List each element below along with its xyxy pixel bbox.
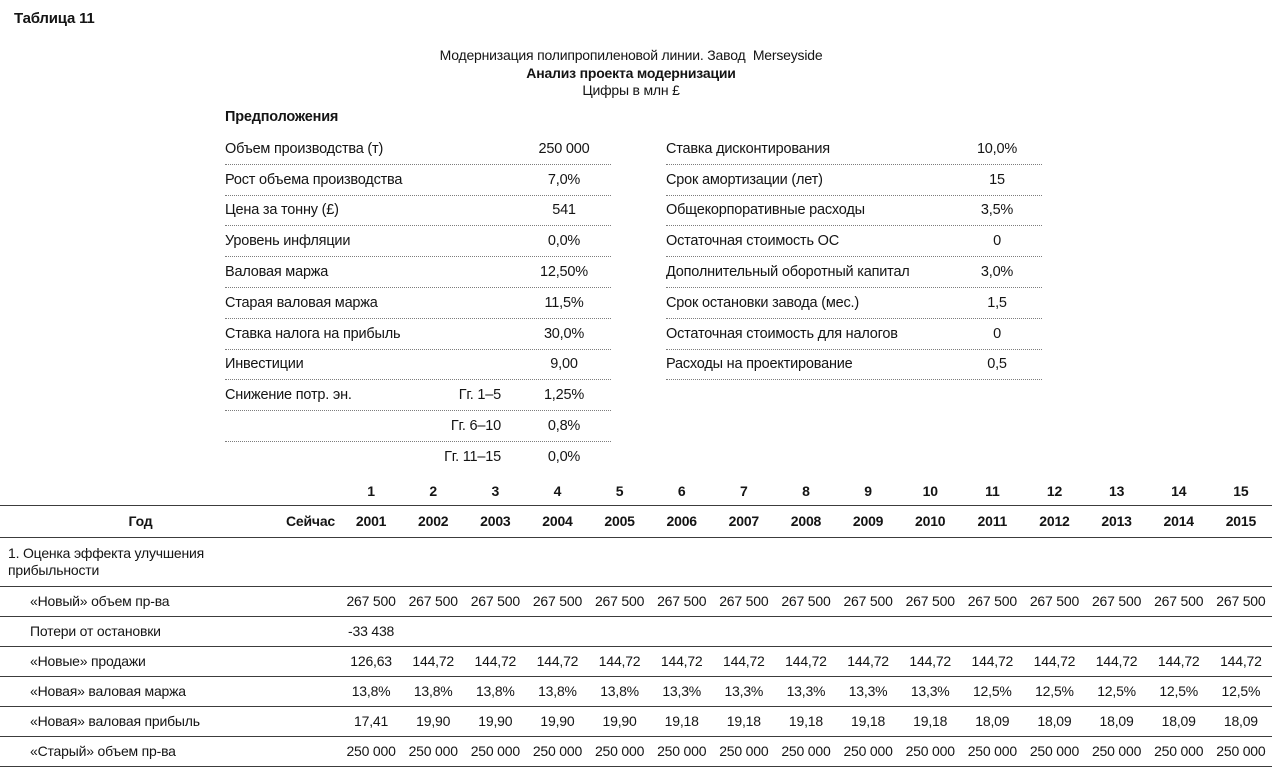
- assumptions-columns: [225, 134, 1042, 473]
- value-cell: 13,8%: [340, 676, 402, 706]
- assumption-row: [666, 134, 1042, 165]
- value-cell: 267 500: [589, 586, 651, 616]
- assumption-value: 7,0%: [547, 171, 581, 188]
- year-cell: 2003: [464, 505, 526, 537]
- value-cell: 250 000: [651, 736, 713, 766]
- assumptions-right-column: [666, 134, 1042, 380]
- assumption-row: [225, 134, 611, 165]
- assumption-value: 30,0%: [543, 325, 585, 342]
- assumption-row: [666, 165, 1042, 196]
- assumption-label: Объем производства (т): [225, 140, 384, 157]
- document-title-block: [0, 47, 1262, 100]
- assumption-value: 11,5%: [544, 294, 584, 311]
- empty-cell: [0, 478, 281, 505]
- assumption-label: Инвестиции: [225, 356, 304, 373]
- value-cell: 12,5%: [1148, 676, 1210, 706]
- year-header-label: Год: [0, 505, 281, 537]
- section-title-cell: [0, 537, 1272, 586]
- value-cell: 13,3%: [837, 676, 899, 706]
- value-cell: 144,72: [713, 646, 775, 676]
- row-label: «Новая» валовая маржа: [0, 676, 281, 706]
- assumption-row: [225, 288, 611, 319]
- assumption-row: [666, 319, 1042, 350]
- value-cell: [961, 616, 1023, 646]
- assumption-sub-label: Гг. 11–15: [444, 449, 501, 466]
- row-label: «Новая» валовая прибыль: [0, 706, 281, 736]
- table-row: [0, 616, 1272, 646]
- assumptions-left-column: [225, 134, 611, 473]
- period-number-cell: 3: [464, 478, 526, 505]
- assumption-row: [225, 350, 611, 381]
- assumption-label: Ставка налога на прибыль: [225, 325, 401, 342]
- assumption-row: [225, 319, 611, 350]
- row-label: «Новые» продажи: [0, 646, 281, 676]
- value-cell: 144,72: [651, 646, 713, 676]
- value-cell: [713, 616, 775, 646]
- value-cell: 13,3%: [651, 676, 713, 706]
- analysis-table: [0, 478, 1272, 767]
- value-cell: [402, 616, 464, 646]
- value-cell: 250 000: [961, 736, 1023, 766]
- title-line-1: Модернизация полипропиленовой линии. Завод Merseyside: [439, 47, 823, 63]
- year-cell: 2015: [1210, 505, 1272, 537]
- value-cell: 267 500: [961, 586, 1023, 616]
- year-cell: 2014: [1148, 505, 1210, 537]
- value-cell: 250 000: [1086, 736, 1148, 766]
- year-cell: 2006: [651, 505, 713, 537]
- now-value-cell: [281, 736, 340, 766]
- assumption-value: 15: [989, 171, 1005, 188]
- value-cell: 19,18: [837, 706, 899, 736]
- value-cell: 13,3%: [775, 676, 837, 706]
- assumption-row: [666, 350, 1042, 381]
- year-cell: 2007: [713, 505, 775, 537]
- value-cell: [589, 616, 651, 646]
- assumption-label: Срок амортизации (лет): [666, 171, 823, 188]
- value-cell: 19,90: [464, 706, 526, 736]
- year-cell: 2008: [775, 505, 837, 537]
- table-row: [0, 646, 1272, 676]
- assumption-value: 10,0%: [976, 140, 1018, 157]
- row-label: «Старый» объем пр-ва: [0, 736, 281, 766]
- value-cell: 19,90: [526, 706, 588, 736]
- period-number-cell: 11: [961, 478, 1023, 505]
- assumption-label: Старая валовая маржа: [225, 294, 378, 311]
- value-cell: [526, 616, 588, 646]
- value-cell: 144,72: [1023, 646, 1085, 676]
- year-cell: 2002: [402, 505, 464, 537]
- assumption-label: Расходы на проектирование: [666, 356, 853, 373]
- table-row: [0, 676, 1272, 706]
- assumption-row: [666, 288, 1042, 319]
- value-cell: 144,72: [589, 646, 651, 676]
- value-cell: 144,72: [526, 646, 588, 676]
- assumptions-header: Предположения: [225, 109, 339, 125]
- assumption-row: [225, 442, 611, 473]
- assumption-label: Рост объема производства: [225, 171, 403, 188]
- assumption-value: 1,25%: [543, 387, 585, 404]
- year-cell: 2009: [837, 505, 899, 537]
- period-number-cell: 10: [899, 478, 961, 505]
- value-cell: 250 000: [1023, 736, 1085, 766]
- value-cell: 250 000: [1210, 736, 1272, 766]
- value-cell: 144,72: [464, 646, 526, 676]
- value-cell: 267 500: [526, 586, 588, 616]
- value-cell: 18,09: [961, 706, 1023, 736]
- value-cell: 19,18: [899, 706, 961, 736]
- period-number-row: [0, 478, 1272, 505]
- assumption-label: Остаточная стоимость для налогов: [666, 325, 898, 342]
- assumption-value: 541: [552, 202, 576, 219]
- year-header-row: [0, 505, 1272, 537]
- table-row: [0, 706, 1272, 736]
- value-cell: 18,09: [1086, 706, 1148, 736]
- value-cell: 19,90: [589, 706, 651, 736]
- value-cell: 12,5%: [1023, 676, 1085, 706]
- value-cell: 13,8%: [464, 676, 526, 706]
- value-cell: 250 000: [340, 736, 402, 766]
- assumption-label: Ставка дисконтирования: [666, 140, 830, 157]
- year-cell: 2010: [899, 505, 961, 537]
- value-cell: 267 500: [402, 586, 464, 616]
- assumption-label: Снижение потр. эн.: [225, 387, 352, 404]
- value-cell: 144,72: [402, 646, 464, 676]
- value-cell: 144,72: [837, 646, 899, 676]
- assumption-label: Валовая маржа: [225, 264, 329, 281]
- period-number-cell: 8: [775, 478, 837, 505]
- value-cell: 267 500: [899, 586, 961, 616]
- assumption-value: 0,8%: [547, 418, 581, 435]
- assumption-row: [225, 165, 611, 196]
- now-header-label: Сейчас: [281, 505, 340, 537]
- value-cell: 126,63: [340, 646, 402, 676]
- title-line-2: Анализ проекта модернизации: [526, 64, 736, 81]
- now-value-cell: [281, 646, 340, 676]
- value-cell: 144,72: [1148, 646, 1210, 676]
- year-cell: 2012: [1023, 505, 1085, 537]
- assumption-label: Дополнительный оборотный капитал: [666, 264, 910, 281]
- assumption-label: Цена за тонну (£): [225, 202, 339, 219]
- period-number-cell: 12: [1023, 478, 1085, 505]
- value-cell: 18,09: [1023, 706, 1085, 736]
- assumption-value: 250 000: [538, 140, 590, 157]
- value-cell: -33 438: [340, 616, 402, 646]
- period-number-cell: 4: [526, 478, 588, 505]
- value-cell: 12,5%: [961, 676, 1023, 706]
- year-cell: 2011: [961, 505, 1023, 537]
- value-cell: [899, 616, 961, 646]
- value-cell: 267 500: [1086, 586, 1148, 616]
- assumption-value: 0,0%: [547, 233, 581, 250]
- title-line-3: Цифры в млн £: [582, 82, 680, 98]
- value-cell: 13,8%: [589, 676, 651, 706]
- period-number-cell: 6: [651, 478, 713, 505]
- now-value-cell: [281, 706, 340, 736]
- assumption-value: 0,5: [987, 356, 1007, 373]
- value-cell: 250 000: [775, 736, 837, 766]
- value-cell: [1023, 616, 1085, 646]
- period-number-cell: 14: [1148, 478, 1210, 505]
- assumption-row: [225, 226, 611, 257]
- assumption-sub-label: Гг. 1–5: [458, 387, 501, 404]
- value-cell: 267 500: [775, 586, 837, 616]
- year-cell: 2001: [340, 505, 402, 537]
- assumption-value: 9,00: [550, 356, 578, 373]
- year-cell: 2013: [1086, 505, 1148, 537]
- value-cell: 267 500: [340, 586, 402, 616]
- value-cell: 267 500: [1210, 586, 1272, 616]
- period-number-cell: 2: [402, 478, 464, 505]
- value-cell: 250 000: [713, 736, 775, 766]
- value-cell: 12,5%: [1210, 676, 1272, 706]
- table-row: [0, 736, 1272, 766]
- period-number-cell: 1: [340, 478, 402, 505]
- empty-cell: [281, 478, 340, 505]
- table-caption: Таблица 11: [14, 10, 95, 27]
- assumption-value: 0,0%: [547, 449, 581, 466]
- value-cell: [651, 616, 713, 646]
- value-cell: 250 000: [899, 736, 961, 766]
- value-cell: 250 000: [1148, 736, 1210, 766]
- period-number-cell: 15: [1210, 478, 1272, 505]
- row-label: «Новый» объем пр-ва: [0, 586, 281, 616]
- value-cell: 19,18: [775, 706, 837, 736]
- assumption-row: [666, 196, 1042, 227]
- value-cell: 267 500: [651, 586, 713, 616]
- section-title-row: [0, 537, 1272, 586]
- value-cell: 250 000: [402, 736, 464, 766]
- value-cell: 17,41: [340, 706, 402, 736]
- period-number-cell: 7: [713, 478, 775, 505]
- assumption-row: [666, 257, 1042, 288]
- period-number-cell: 5: [589, 478, 651, 505]
- value-cell: 267 500: [464, 586, 526, 616]
- value-cell: [464, 616, 526, 646]
- value-cell: 13,8%: [402, 676, 464, 706]
- value-cell: 13,3%: [713, 676, 775, 706]
- value-cell: 144,72: [775, 646, 837, 676]
- assumption-value: 12,50%: [540, 264, 588, 281]
- value-cell: 267 500: [713, 586, 775, 616]
- value-cell: [1210, 616, 1272, 646]
- year-cell: 2004: [526, 505, 588, 537]
- value-cell: 12,5%: [1086, 676, 1148, 706]
- value-cell: 267 500: [1148, 586, 1210, 616]
- assumption-value: 3,5%: [980, 202, 1014, 219]
- assumption-sub-label: Гг. 6–10: [450, 418, 501, 435]
- assumption-row: [225, 411, 611, 442]
- period-number-cell: 9: [837, 478, 899, 505]
- value-cell: 18,09: [1210, 706, 1272, 736]
- assumption-value: 0: [993, 325, 1001, 342]
- assumption-label: Уровень инфляции: [225, 233, 351, 250]
- value-cell: 19,18: [713, 706, 775, 736]
- assumptions-section: [225, 109, 1042, 473]
- table-row: [0, 586, 1272, 616]
- now-value-cell: [281, 676, 340, 706]
- value-cell: 13,3%: [899, 676, 961, 706]
- assumption-label: Срок остановки завода (мес.): [666, 294, 859, 311]
- now-value-cell: [281, 616, 340, 646]
- period-number-cell: 13: [1086, 478, 1148, 505]
- now-value-cell: [281, 586, 340, 616]
- assumption-value: 0: [993, 233, 1001, 250]
- assumption-value: 1,5: [987, 294, 1007, 311]
- value-cell: [775, 616, 837, 646]
- value-cell: 250 000: [464, 736, 526, 766]
- value-cell: 18,09: [1148, 706, 1210, 736]
- assumption-row: [225, 380, 611, 411]
- assumption-value: 3,0%: [980, 264, 1014, 281]
- value-cell: 250 000: [589, 736, 651, 766]
- assumption-row: [666, 226, 1042, 257]
- assumption-row: [225, 196, 611, 227]
- value-cell: 144,72: [1210, 646, 1272, 676]
- value-cell: 144,72: [961, 646, 1023, 676]
- value-cell: 144,72: [899, 646, 961, 676]
- value-cell: [837, 616, 899, 646]
- year-cell: 2005: [589, 505, 651, 537]
- value-cell: 144,72: [1086, 646, 1148, 676]
- value-cell: 19,90: [402, 706, 464, 736]
- section-title: 1. Оценка эффекта улучшения прибыльности: [8, 544, 205, 578]
- value-cell: 250 000: [526, 736, 588, 766]
- value-cell: 267 500: [837, 586, 899, 616]
- assumption-row: [225, 257, 611, 288]
- value-cell: [1086, 616, 1148, 646]
- assumption-label: Общекорпоративные расходы: [666, 202, 865, 219]
- assumption-label: Остаточная стоимость ОС: [666, 233, 840, 250]
- value-cell: 19,18: [651, 706, 713, 736]
- value-cell: 13,8%: [526, 676, 588, 706]
- value-cell: 267 500: [1023, 586, 1085, 616]
- value-cell: [1148, 616, 1210, 646]
- row-label: Потери от остановки: [0, 616, 281, 646]
- value-cell: 250 000: [837, 736, 899, 766]
